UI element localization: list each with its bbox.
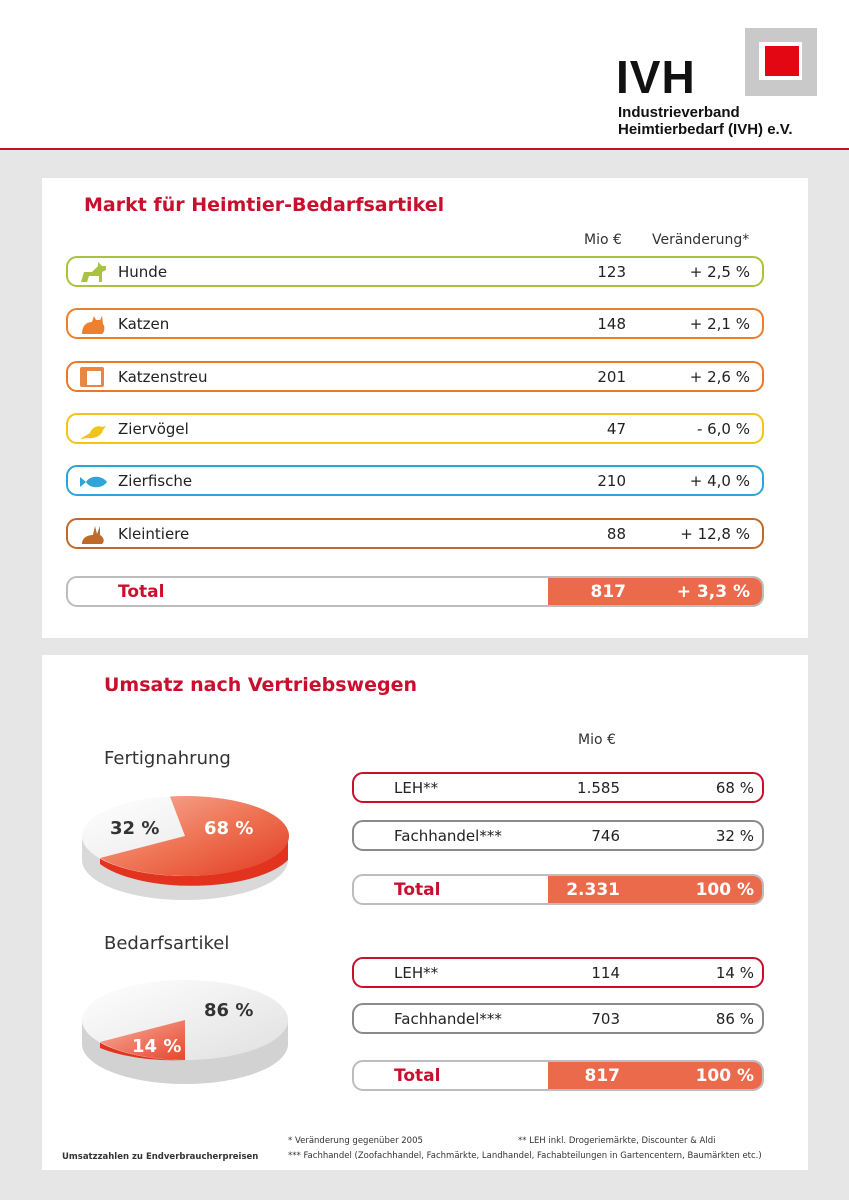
page-header — [0, 0, 849, 150]
market-row-change: + 2,1 % — [689, 315, 750, 333]
bedarfsartikel-total-pct: 100 % — [695, 1066, 754, 1086]
organization-name-line2: Heimtierbedarf (IVH) e.V. — [618, 121, 793, 138]
fertignahrung-pie-small-label: 32 % — [110, 818, 160, 839]
footnote-leh: ** LEH inkl. Drogeriemärkte, Discounter & Aldi — [518, 1136, 716, 1146]
market-row-zierfische — [66, 465, 764, 496]
market-row-change: - 6,0 % — [696, 420, 750, 438]
bedarfsartikel-row-fachhandel — [352, 1003, 764, 1034]
fertignahrung-total-value: 2.331 — [566, 880, 620, 900]
market-row-change: + 12,8 % — [680, 525, 750, 543]
market-row-value: 210 — [597, 472, 626, 490]
market-total-change: + 3,3 % — [676, 582, 750, 602]
bird-icon — [78, 417, 108, 441]
channel-row-label: Fachhandel*** — [394, 1010, 502, 1028]
market-total-row — [66, 576, 764, 607]
bedarfsartikel-pie-small-label: 14 % — [132, 1036, 182, 1057]
bedarfsartikel-heading: Bedarfsartikel — [104, 933, 230, 954]
fertignahrung-row-fachhandel — [352, 820, 764, 851]
market-col-value-header: Mio € — [584, 232, 622, 248]
dog-icon — [78, 260, 108, 284]
market-row-label: Kleintiere — [118, 525, 190, 543]
channels-panel — [42, 655, 808, 1170]
market-total-value: 817 — [590, 582, 626, 602]
bedarfsartikel-pie-large-label: 86 % — [204, 1000, 254, 1021]
channel-row-pct: 14 % — [715, 964, 754, 982]
channel-row-label: Fachhandel*** — [394, 827, 502, 845]
market-row-katzenstreu — [66, 361, 764, 392]
market-row-change: + 2,6 % — [689, 368, 750, 386]
market-row-value: 88 — [606, 525, 626, 543]
channels-col-value-header: Mio € — [578, 732, 616, 748]
market-row-label: Ziervögel — [118, 420, 189, 438]
market-row-kleintiere — [66, 518, 764, 549]
bedarfsartikel-total-label: Total — [394, 1066, 441, 1086]
ivh-logo-text: IVH — [616, 51, 696, 103]
bedarfsartikel-total-value: 817 — [584, 1066, 620, 1086]
footnote-fachhandel: *** Fachhandel (Zoofachhandel, Fachmärkte, Landhandel, Fachabteilungen in Gartencentern, Baumärkten etc.) — [288, 1151, 762, 1161]
channel-row-value: 114 — [591, 964, 620, 982]
channel-row-pct: 86 % — [715, 1010, 754, 1028]
bedarfsartikel-row-leh — [352, 957, 764, 988]
channel-row-pct: 32 % — [715, 827, 754, 845]
channel-row-value: 703 — [591, 1010, 620, 1028]
channel-row-label: LEH** — [394, 964, 439, 982]
market-row-hunde — [66, 256, 764, 287]
market-row-value: 148 — [597, 315, 626, 333]
channel-row-value: 1.585 — [577, 779, 620, 797]
market-row-label: Zierfische — [118, 472, 193, 490]
channel-row-value: 746 — [591, 827, 620, 845]
cat-icon — [78, 312, 108, 336]
fertignahrung-total-row — [352, 874, 764, 905]
market-row-label: Katzenstreu — [118, 368, 208, 386]
footnote-change: * Veränderung gegenüber 2005 — [288, 1136, 423, 1146]
market-row-label: Katzen — [118, 315, 170, 333]
rabbit-icon — [78, 522, 108, 546]
cat-litter-icon — [78, 365, 108, 389]
channels-title: Umsatz nach Vertriebswegen — [104, 674, 417, 696]
fertignahrung-pie-large-label: 68 % — [204, 818, 254, 839]
fertignahrung-pie-chart — [78, 784, 292, 904]
market-row-change: + 4,0 % — [689, 472, 750, 490]
bedarfsartikel-pie-chart — [78, 968, 292, 1088]
channel-row-pct: 68 % — [715, 779, 754, 797]
market-row-katzen — [66, 308, 764, 339]
market-col-change-header: Veränderung* — [652, 232, 750, 248]
fertignahrung-total-label: Total — [394, 880, 441, 900]
market-row-ziervögel — [66, 413, 764, 444]
organization-name — [618, 104, 793, 138]
market-row-value: 201 — [597, 368, 626, 386]
footer-price-note: Umsatzzahlen zu Endverbraucherpreisen — [62, 1152, 259, 1162]
fertignahrung-row-leh — [352, 772, 764, 803]
market-row-value: 123 — [597, 263, 626, 281]
market-total-label: Total — [118, 582, 165, 602]
organization-name-line1: Industrieverband — [618, 104, 740, 121]
fertignahrung-total-pct: 100 % — [695, 880, 754, 900]
market-title: Markt für Heimtier-Bedarfsartikel — [84, 194, 445, 216]
fertignahrung-heading: Fertignahrung — [104, 748, 231, 769]
fish-icon — [78, 469, 108, 493]
market-row-label: Hunde — [118, 263, 168, 281]
bedarfsartikel-total-row — [352, 1060, 764, 1091]
market-row-value: 47 — [606, 420, 626, 438]
market-row-change: + 2,5 % — [689, 263, 750, 281]
ivh-logo-mark-icon — [745, 28, 817, 96]
channel-row-label: LEH** — [394, 779, 439, 797]
